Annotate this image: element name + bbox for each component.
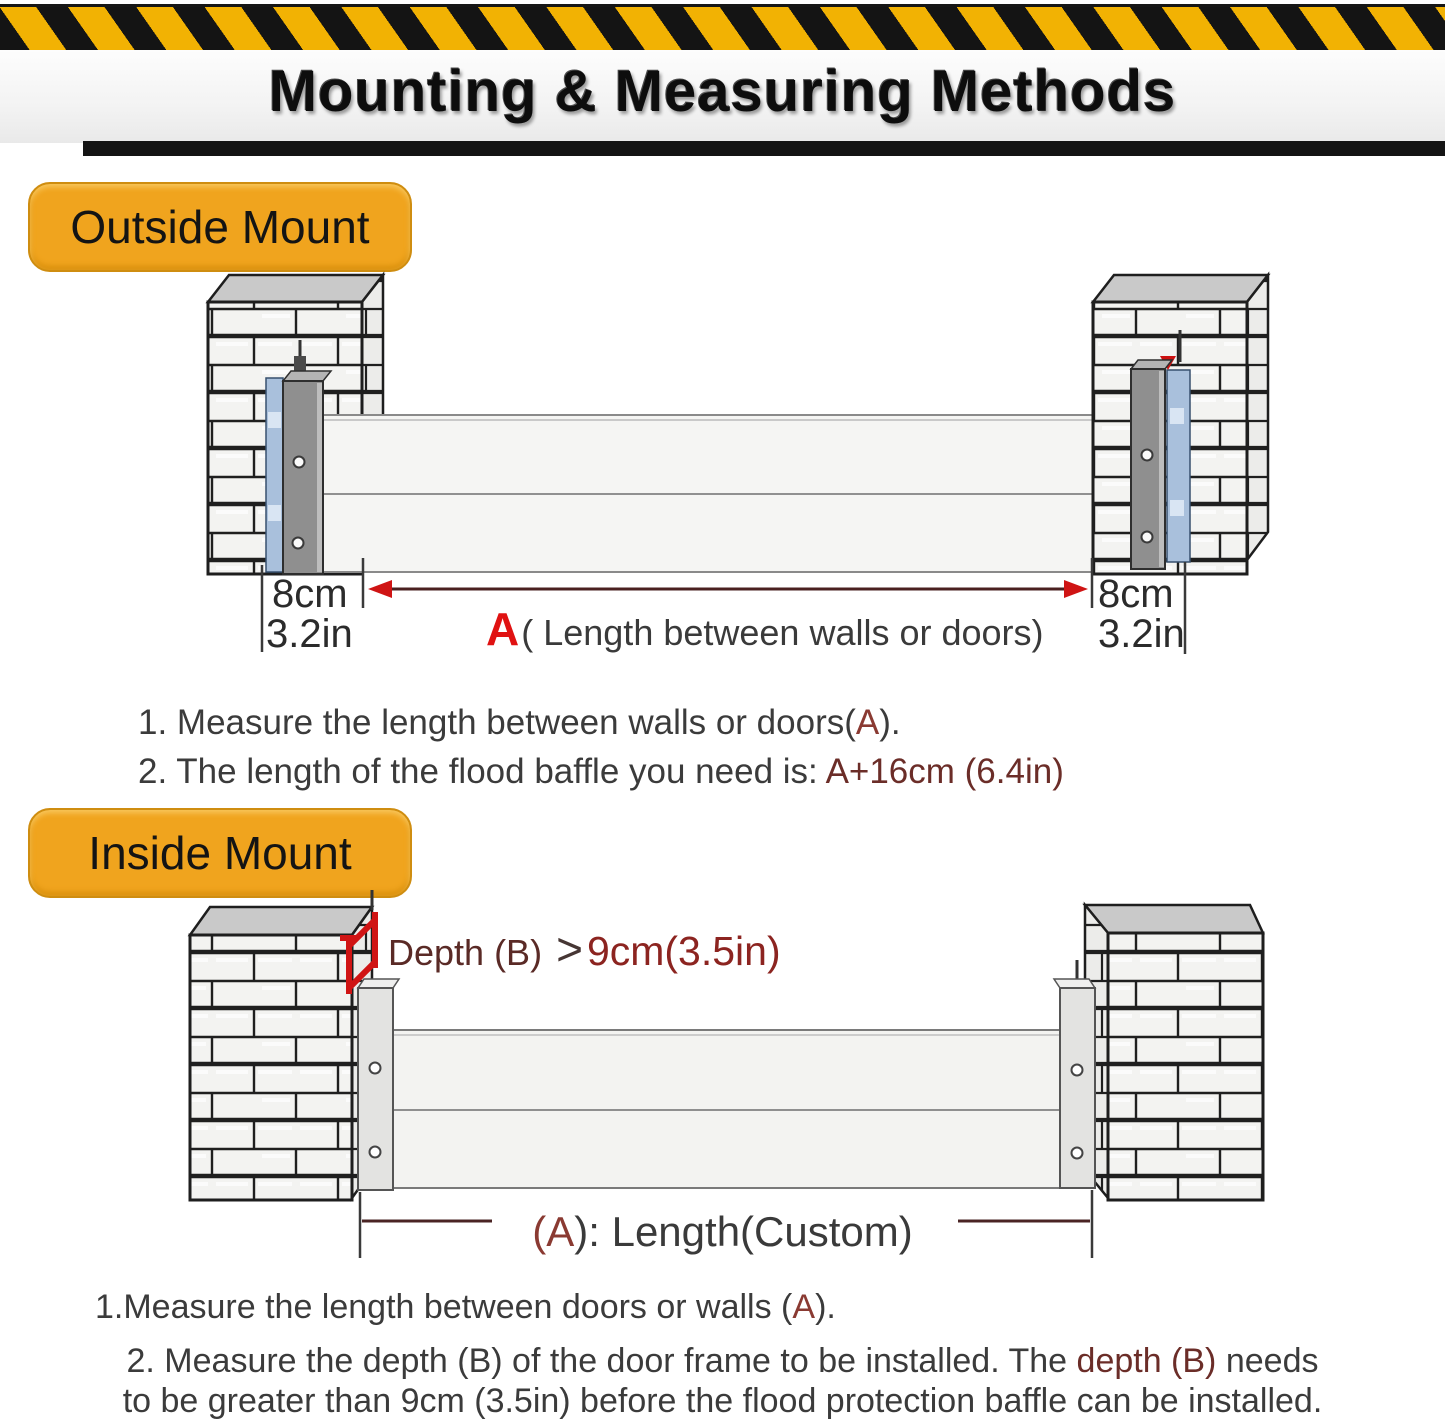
inside-step-1: 1.Measure the length between doors or walls (A).	[95, 1288, 836, 1326]
gap-left-cm-label: 8cm	[272, 572, 348, 616]
outside-mount-badge-label: Outside Mount	[70, 201, 370, 253]
arrowhead-left	[368, 580, 392, 598]
seal-clip	[1170, 500, 1184, 516]
span-length-A: A	[486, 603, 520, 655]
outside-step-2: 2. The length of the flood baffle you need is: A+16cm (6.4in)	[138, 752, 1064, 791]
pillar-top-face	[1085, 905, 1263, 933]
pillar-front-face	[190, 935, 352, 1200]
arrowhead-right	[1064, 580, 1088, 598]
seal-clip	[1170, 408, 1184, 424]
seal-clip	[268, 505, 281, 521]
inside-step-2-line1: 2. Measure the depth (B) of the door frame to be installed. The depth (B) needs	[126, 1342, 1319, 1380]
greater-than-sign: >	[556, 923, 583, 975]
right-mounting-channel-inside	[1054, 979, 1095, 1188]
screw-hole	[293, 538, 304, 549]
inside-step-2-line2: to be greater than 9cm (3.5in) before the flood protection baffle can be installed.	[122, 1382, 1323, 1420]
depth-label-value: 9cm(3.5in)	[586, 928, 781, 974]
inside-mount-badge-label: Inside Mount	[88, 827, 352, 879]
channel-edge-highlight	[317, 383, 322, 572]
depth-label	[388, 922, 781, 976]
custom-length-label: (A): Length(Custom)	[532, 1208, 913, 1255]
flood-barrier-panel-outside	[310, 415, 1140, 572]
span-length-label	[486, 602, 1044, 656]
depth-label-text: Depth (B)	[388, 932, 553, 973]
custom-length-A: A	[546, 1208, 575, 1255]
left-mounting-channel	[283, 371, 331, 574]
pillar-side-face	[1247, 275, 1268, 560]
right-mounting-channel	[1131, 360, 1172, 569]
pillar-top-face	[1093, 275, 1268, 302]
page-title: Mounting & Measuring Methods	[268, 59, 1177, 124]
right-pillar-inside	[1077, 905, 1263, 1200]
flood-barrier-panel-inside	[380, 1030, 1075, 1188]
seal-clip	[268, 412, 281, 428]
screw-hole	[370, 1147, 381, 1158]
left-mounting-channel-inside	[358, 979, 399, 1190]
span-length-text: ( Length between walls or doors)	[521, 612, 1044, 653]
channel-edge-highlight	[1159, 371, 1164, 567]
pillar-front-face	[1108, 933, 1263, 1200]
gap-left-in-label: 3.2in	[266, 612, 353, 656]
screw-hole	[370, 1063, 381, 1074]
gap-right-in-label: 3.2in	[1098, 612, 1185, 656]
left-seal-strip	[266, 378, 283, 572]
gap-right-cm-label: 8cm	[1098, 572, 1174, 616]
pillar-top-face	[208, 275, 383, 302]
pillar-top-face	[190, 907, 372, 935]
outside-instructions	[138, 698, 1064, 796]
screw-hole	[1142, 532, 1153, 543]
screw-hole	[294, 457, 305, 468]
screw-hole	[1072, 1065, 1083, 1076]
outside-step-1: 1. Measure the length between walls or doors(A).	[138, 703, 901, 742]
screw-hole	[1142, 450, 1153, 461]
screw-hole	[1072, 1148, 1083, 1159]
